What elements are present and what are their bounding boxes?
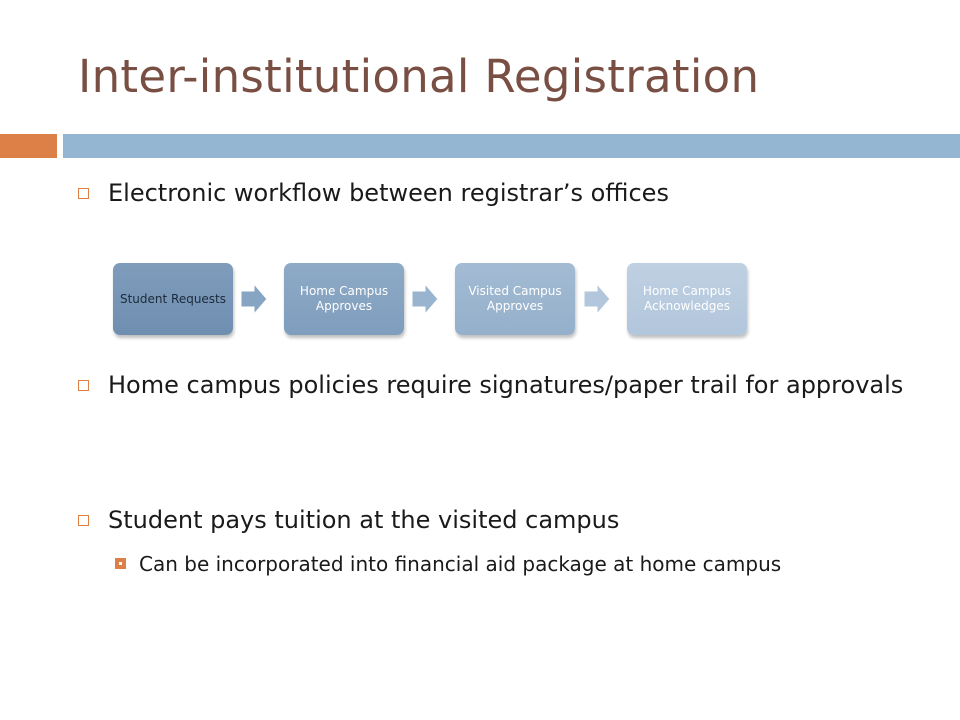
filled-square-bullet-icon bbox=[115, 558, 126, 569]
right-arrow-icon bbox=[584, 284, 610, 314]
sub-bullet-item bbox=[115, 550, 875, 578]
hollow-square-bullet-icon bbox=[78, 515, 89, 526]
bullet-item bbox=[78, 505, 918, 536]
bullet-text: Student pays tuition at the visited campus bbox=[108, 506, 620, 534]
title-accent-bar bbox=[0, 134, 57, 158]
title-divider-bar bbox=[63, 134, 960, 158]
workflow-step-student-requests: Student Requests bbox=[113, 263, 233, 335]
workflow-step-home-campus-acknowledges: Home Campus Acknowledges bbox=[627, 263, 747, 335]
sub-bullet-text: Can be incorporated into financial aid package at home campus bbox=[139, 552, 782, 576]
bullet-item bbox=[78, 370, 918, 401]
workflow-step-home-campus-approves: Home Campus Approves bbox=[284, 263, 404, 335]
slide-title: Inter-institutional Registration bbox=[78, 50, 760, 103]
bullet-text: Electronic workflow between registrar’s offices bbox=[108, 179, 669, 207]
hollow-square-bullet-icon bbox=[78, 380, 89, 391]
right-arrow-icon bbox=[241, 284, 267, 314]
right-arrow-icon bbox=[412, 284, 438, 314]
hollow-square-bullet-icon bbox=[78, 188, 89, 199]
bullet-text: Home campus policies require signatures/paper trail for approvals bbox=[108, 371, 904, 399]
bullet-item bbox=[78, 178, 918, 209]
workflow-step-visited-campus-approves: Visited Campus Approves bbox=[455, 263, 575, 335]
